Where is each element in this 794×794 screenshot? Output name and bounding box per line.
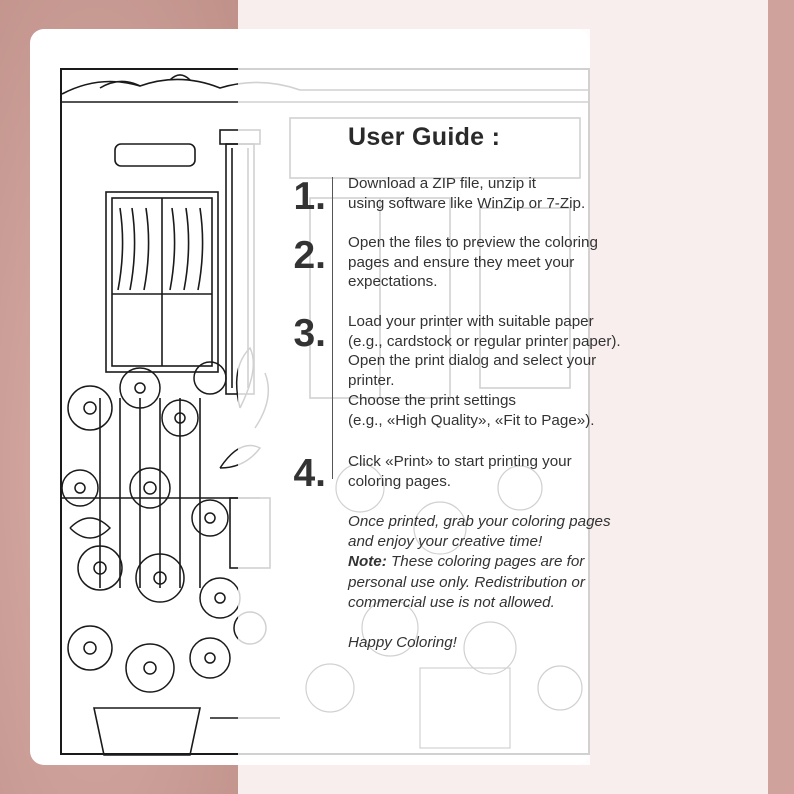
guide-card [30, 29, 621, 765]
step-text [348, 312, 688, 430]
step-line: pages and ensure they meet your [348, 253, 575, 271]
step-number: 1. [293, 175, 326, 218]
step-text [348, 174, 688, 213]
step-text [348, 452, 688, 491]
step-line: expectations. [348, 273, 438, 291]
step-number: 2. [293, 234, 326, 277]
step-line: Open the files to preview the coloring [348, 234, 598, 251]
step-line: Download a ZIP file, unzip it [348, 175, 536, 192]
note-text: personal use only. Redistribution or [348, 573, 585, 591]
step-line: printer. [348, 372, 395, 390]
closing-line: and enjoy your creative time! [348, 533, 543, 551]
step-line: Choose the print settings [348, 391, 517, 409]
closing-note [348, 512, 611, 653]
step-line: coloring pages. [348, 472, 452, 490]
step-line: using software like WinZip or 7-Zip. [348, 194, 586, 212]
user-guide [30, 29, 621, 765]
step-text [348, 233, 688, 292]
note-label: Note: [348, 553, 387, 571]
guide-title: User Guide : [348, 123, 501, 151]
step-line: Load your printer with suitable paper [348, 313, 594, 330]
step-line: (e.g., cardstock or regular printer paper). [348, 332, 621, 350]
step-divider [332, 177, 333, 479]
step-number: 3. [293, 312, 326, 355]
note-text: These coloring pages are for [386, 553, 585, 571]
step-line: Open the print dialog and select your [348, 352, 597, 370]
closing-line: Once printed, grab your coloring pages [348, 513, 611, 530]
step-line: Click «Print» to start printing your [348, 453, 572, 470]
signoff: Happy Coloring! [348, 634, 457, 652]
note-line [348, 552, 611, 572]
step-number: 4. [293, 452, 326, 495]
note-text: commercial use is not allowed. [348, 593, 555, 611]
pink-edge [768, 0, 794, 794]
step-line: (e.g., «High Quality», «Fit to Page»). [348, 411, 595, 429]
